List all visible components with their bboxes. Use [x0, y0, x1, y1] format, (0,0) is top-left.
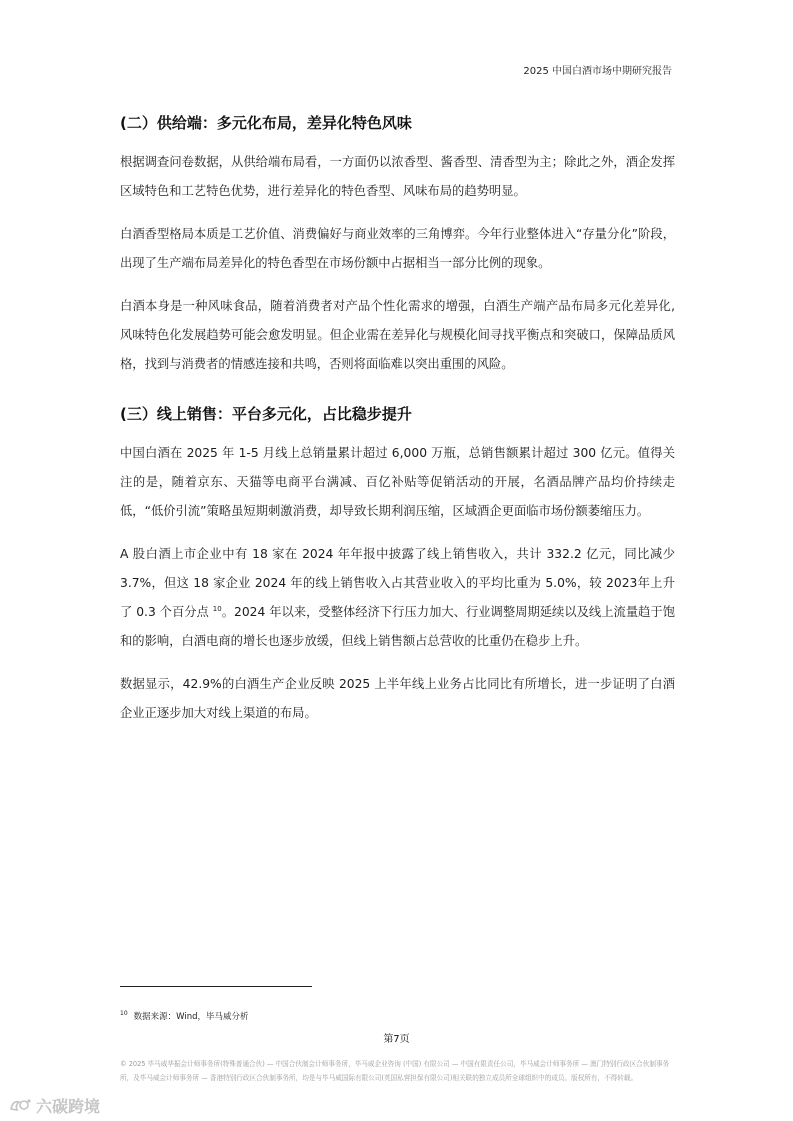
footnote-ref[interactable]: 10 — [212, 604, 222, 613]
main-content — [120, 112, 675, 728]
footnote-text: 数据来源：Wind，毕马威分析 — [133, 1012, 249, 1022]
watermark — [8, 1094, 100, 1117]
paragraph: 数据显示，42.9%的白酒生产企业反映 2025 上半年线上业务占比同比有所增长，进一步证明了白酒企业正逐步加大对线上渠道的布局。 — [120, 677, 675, 720]
footnote-divider — [120, 986, 312, 987]
report-header: 2025 中国白酒市场中期研究报告 — [523, 66, 672, 77]
paragraph-with-footnote — [120, 540, 675, 656]
watermark-text: 六碳跨境 — [36, 1097, 101, 1116]
watermark-logo-icon — [8, 1097, 32, 1115]
section-heading-online-sales: (三）线上销售：平台多元化，占比稳步提升 — [120, 405, 412, 423]
footnote-number: 10 — [120, 1010, 128, 1018]
copyright-notice: © 2025 毕马威华振会计师事务所(特殊普通合伙) — 中国合伙制会计师事务所，毕马威企业咨询 (中国) 有限公司 — 中国有限责任公司，毕马威会计师事务所 — 澳门特别行政区合伙制事务所，及毕马威会计师事务所 — 香港特别行政区合伙制事务所，均是与毕马威国际有限公司(英国私营担保有限公司)相关联的独立成员所全球组织中的成员。版权所有，不得转载。 — [120, 1060, 670, 1082]
section-heading-supply: (二）供给端：多元化布局，差异化特色风味 — [120, 114, 412, 132]
paragraph: 白酒本身是一种风味食品，随着消费者对产品个性化需求的增强，白酒生产端产品布局多元化差异化,风味特色化发展趋势可能会愈发明显。但企业需在差异化与规模化间寻找平衡点和突破口，保障品质风格，找到与消费者的情感连接和共鸣，否则将面临难以突出重围的风险。 — [120, 299, 675, 371]
paragraph-text-after: 。2024 年以来，受整体经济下行压力加大、行业调整周期延续以及线上流量趋于饱和的影响，白酒电商的增长也逐步放缓，但线上销售额占总营收的比重仍在稳步上升。 — [120, 605, 676, 648]
paragraph: 根据调查问卷数据，从供给端布局看，一方面仍以浓香型、酱香型、清香型为主；除此之外，酒企发挥区域特色和工艺特色优势，进行差异化的特色香型、风味布局的趋势明显。 — [120, 155, 675, 198]
paragraph: 白酒香型格局本质是工艺价值、消费偏好与商业效率的三角博弈。今年行业整体进入“存量分化”阶段，出现了生产端布局差异化的特色香型在市场份额中占据相当一部分比例的现象。 — [120, 227, 675, 270]
page-number: 第7页 — [383, 1034, 410, 1045]
footnote — [120, 1010, 249, 1022]
paragraph: 中国白酒在 2025 年 1-5 月线上总销量累计超过 6,000 万瓶，总销售额累计超过 300 亿元。值得关注的是，随着京东、天猫等电商平台满减、百亿补贴等促销活动的开展，名酒品牌产品均价持续走低，“低价引流”策略虽短期刺激消费，却导致长期利润压缩，区域酒企更面临市场份额萎缩压力。 — [120, 446, 675, 518]
paragraph-text-before: A 股白酒上市企业中有 18 家在 2024 年年报中披露了线上销售收入，共计 332.2 亿元，同比减少 3.7%，但这 18 家企业 2024 年的线上销售收入占其营业收入的平均比重为 5.0%，较 2023年上升了 0.3 个百分点 — [120, 547, 675, 619]
